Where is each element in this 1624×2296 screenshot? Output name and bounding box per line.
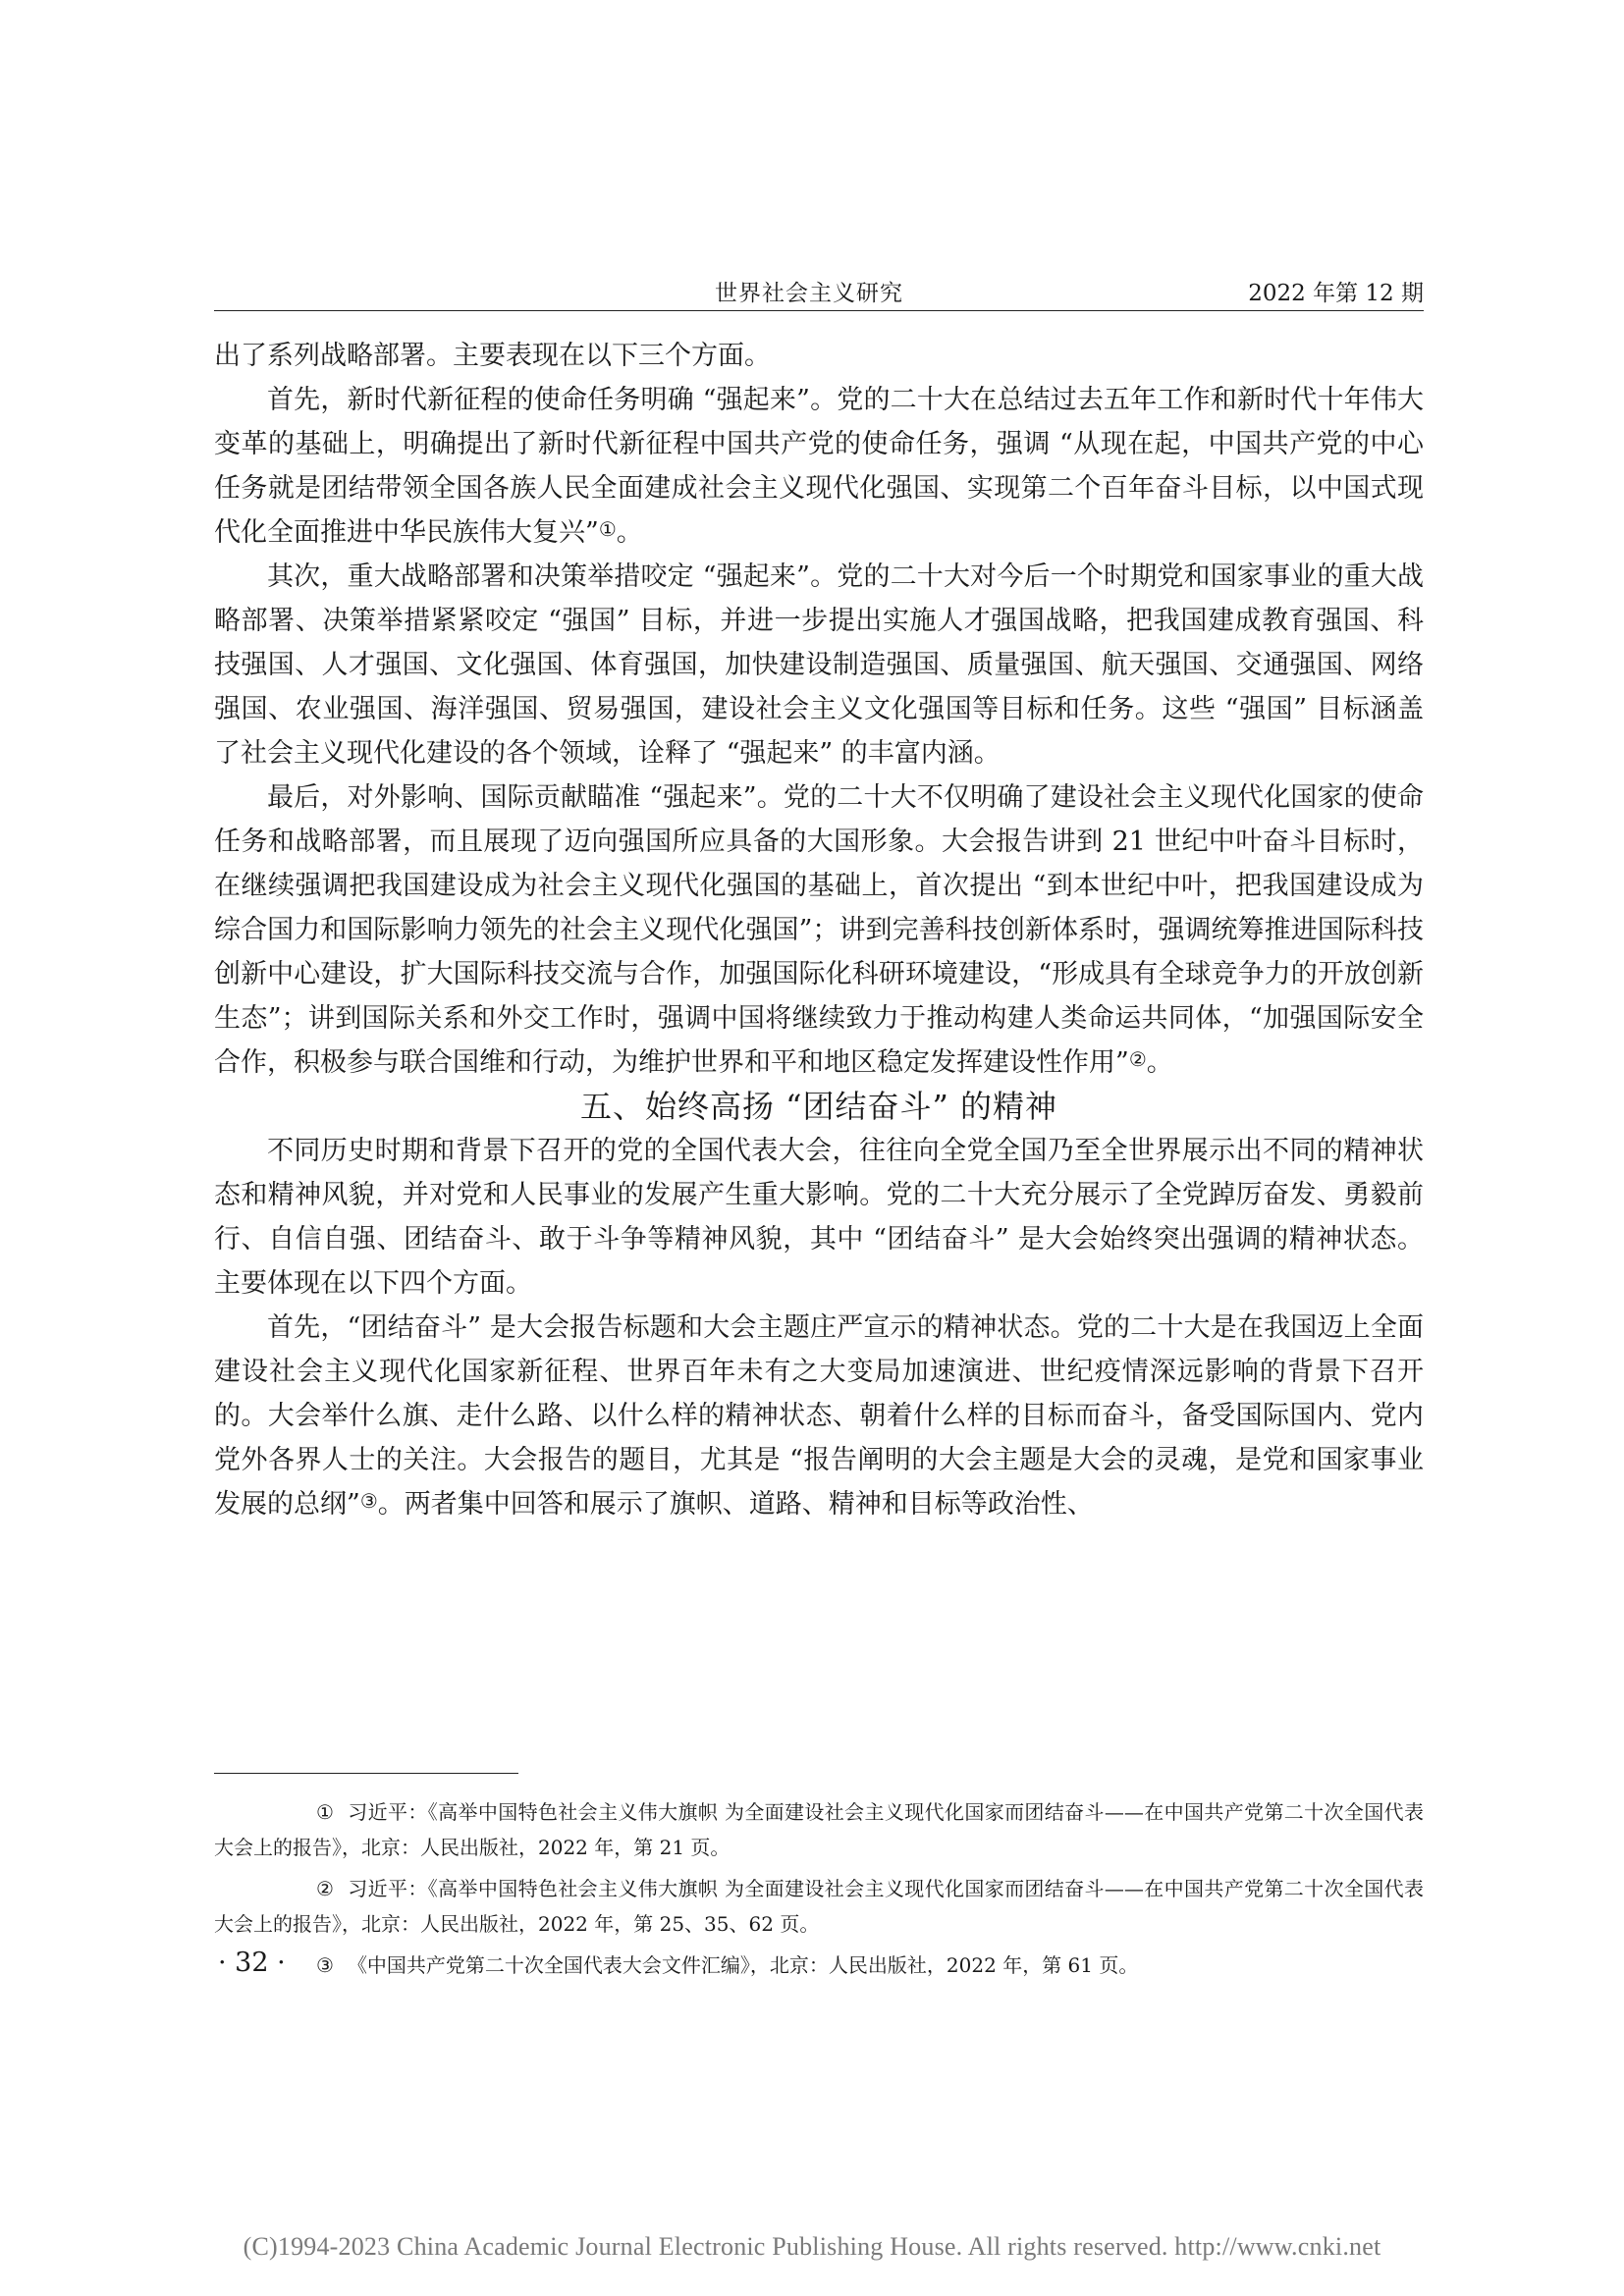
paragraph bbox=[214, 1306, 1424, 1526]
journal-title: 世界社会主义研究 bbox=[715, 281, 903, 306]
paragraph-text: 首先，“团结奋斗” 是大会报告标题和大会主题庄严宣示的精神状态。党的二十大是在我国迈上全面建设社会主义现代化国家新征程、世界百年未有之大变局加速演进、世纪疫情深远影响的背景下召开的。大会举什么旗、走什么路、以什么样的精神状态、朝着什么样的目标而奋斗，备受国际国内、党内党外各界人士的关注。大会报告的题目，尤其是 “报告阐明的大会主题是大会的灵魂，是党和国家事业发展的总纲” bbox=[214, 1312, 1424, 1520]
paragraph-text: 最后，对外影响、国际贡献瞄准 “强起来”。党的二十大不仅明确了建设社会主义现代化国家的使命任务和战略部署，而且展现了迈向强国所应具备的大国形象。大会报告讲到 21 世纪中叶奋斗目标时，在继续强调把我国建设成为社会主义现代化强国的基础上，首次提出 “到本世纪中叶，把我国建设成为综合国力和国际影响力领先的社会主义现代化强国”；讲到完善科技创新体系时，强调统筹推进国际科技创新中心建设，扩大国际科技交流与合作，加强国际化科研环境建设，“形成具有全球竞争力的开放创新生态”；讲到国际关系和外交工作时，强调中国将继续致力于推动构建人类命运共同体，“加强国际安全合作，积极参与联合国维和行动，为维护世界和平和地区稳定发挥建设性作用” bbox=[214, 782, 1424, 1078]
footnote-number: ① bbox=[316, 1800, 334, 1824]
section-heading: 五、始终高扬 “团结奋斗” 的精神 bbox=[579, 1088, 1058, 1125]
footnote-divider bbox=[214, 1773, 518, 1774]
footnote-number: ③ bbox=[316, 1953, 334, 1977]
paragraph-text: 首先，新时代新征程的使命任务明确 “强起来”。党的二十大在总结过去五年工作和新时代十年伟大变革的基础上，明确提出了新时代新征程中国共产党的使命任务，强调 “从现在起，中国共产党的中心任务就是团结带领全国各族人民全面建成社会主义现代化强国、实现第二个百年奋斗目标，以中国式现代化全面推进中华民族伟大复兴” bbox=[214, 385, 1424, 548]
footnote-marker[interactable]: ② bbox=[1128, 1047, 1147, 1071]
paragraph bbox=[214, 775, 1424, 1085]
paragraph-text-end: 。 bbox=[1146, 1047, 1173, 1078]
footnote-item bbox=[214, 1871, 1424, 1942]
footnote-number: ② bbox=[316, 1877, 334, 1900]
paragraph bbox=[214, 378, 1424, 555]
page-number: · 32 · bbox=[218, 1948, 286, 1978]
paragraph-text: 其次，重大战略部署和决策举措咬定 “强起来”。党的二十大对今后一个时期党和国家事业的重大战略部署、决策举措紧紧咬定 “强国” 目标，并进一步提出实施人才强国战略，把我国建成教育强国、科技强国、人才强国、文化强国、体育强国，加快建设制造强国、质量强国、航天强国、交通强国、网络强国、农业强国、海洋强国、贸易强国，建设社会主义文化强国等目标和任务。这些 “强国” 目标涵盖了社会主义现代化建设的各个领域，诠释了 “强起来” 的丰富内涵。 bbox=[214, 561, 1424, 769]
issue-label: 2022 年第 12 期 bbox=[1248, 281, 1424, 306]
paragraph-text: 不同历史时期和背景下召开的党的全国代表大会，往往向全党全国乃至全世界展示出不同的精神状态和精神风貌，并对党和人民事业的发展产生重大影响。党的二十大充分展示了全党踔厉奋发、勇毅前行、自信自强、团结奋斗、敢于斗争等精神风貌，其中 “团结奋斗” 是大会始终突出强调的精神状态。主要体现在以下四个方面。 bbox=[214, 1136, 1424, 1299]
running-header bbox=[214, 273, 1424, 311]
paragraph-continued bbox=[214, 334, 1424, 378]
copyright-notice: (C)1994-2023 China Academic Journal Electronic Publishing House. All rights reserved. http://www.cnki.net bbox=[243, 2232, 1381, 2261]
paragraph-text-end: 。两者集中回答和展示了旗帜、道路、精神和目标等政治性、 bbox=[377, 1489, 1094, 1520]
footnote-text: 习近平：《高举中国特色社会主义伟大旗帜 为全面建设社会主义现代化国家而团结奋斗——在中国共产党第二十次全国代表大会上的报告》，北京：人民出版社，2022 年，第 25、35、62 页。 bbox=[214, 1877, 1424, 1936]
paragraph-text: 出了系列战略部署。主要表现在以下三个方面。 bbox=[214, 341, 771, 371]
paragraph bbox=[214, 1129, 1424, 1306]
paragraph bbox=[214, 555, 1424, 775]
footnote-marker[interactable]: ③ bbox=[359, 1489, 378, 1513]
footnote-text: 《中国共产党第二十次全国代表大会文件汇编》，北京：人民出版社，2022 年，第 61 页。 bbox=[347, 1953, 1139, 1977]
footnote-item bbox=[214, 1794, 1424, 1865]
footnote-marker[interactable]: ① bbox=[598, 517, 617, 541]
footnote-item bbox=[214, 1948, 1424, 1983]
main-text bbox=[214, 334, 1424, 1526]
footnotes bbox=[214, 1794, 1424, 1989]
paragraph-text-end: 。 bbox=[616, 517, 643, 548]
footnote-text: 习近平：《高举中国特色社会主义伟大旗帜 为全面建设社会主义现代化国家而团结奋斗——在中国共产党第二十次全国代表大会上的报告》，北京：人民出版社，2022 年，第 21 页。 bbox=[214, 1800, 1424, 1859]
